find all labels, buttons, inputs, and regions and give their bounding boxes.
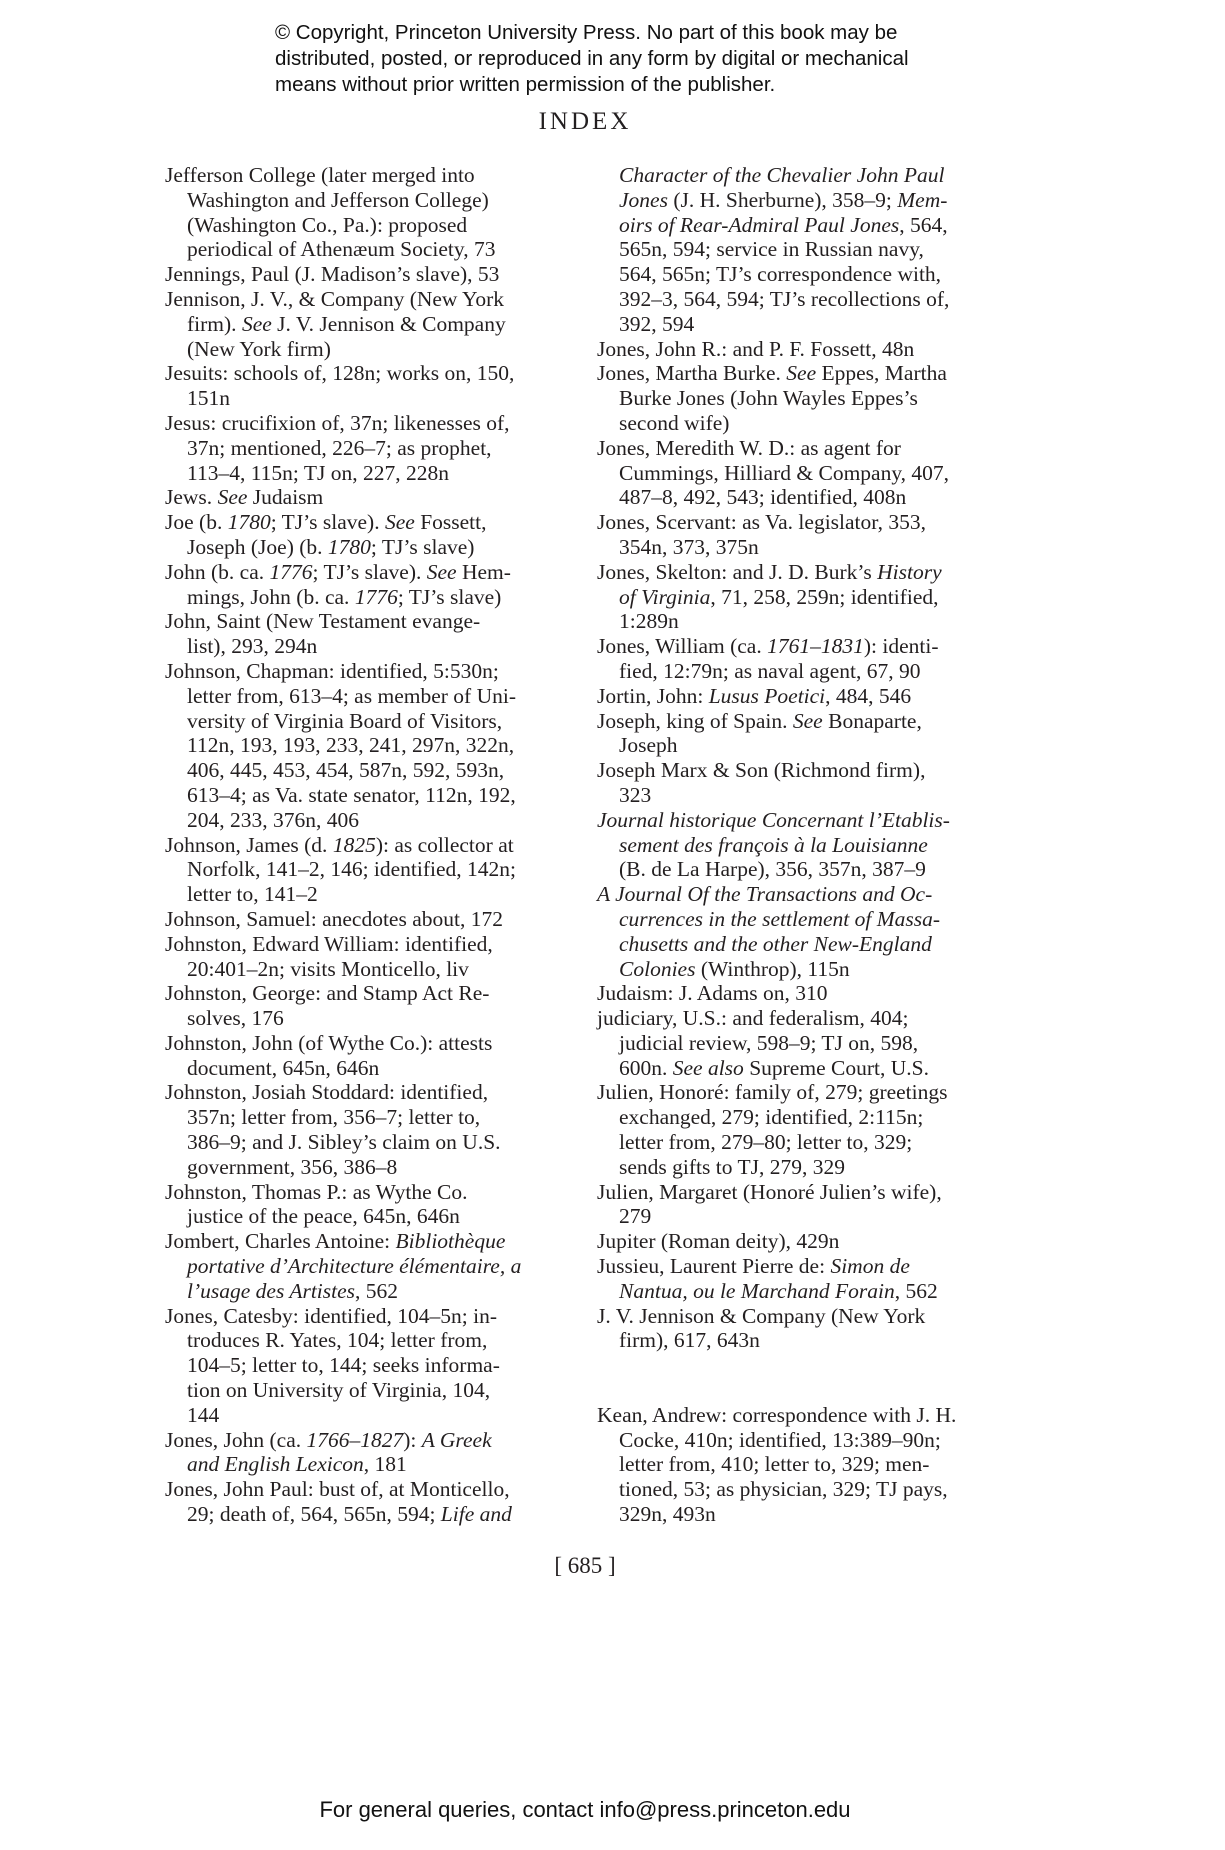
index-entry: Joseph Marx & Son (Richmond firm),: [597, 758, 926, 783]
copyright-line: distributed, posted, or reproduced in any form by digital or mechanical: [275, 47, 909, 70]
index-entry: Julien, Honoré: family of, 279; greetings: [597, 1080, 948, 1105]
index-entry-continuation: 204, 233, 376n, 406: [187, 807, 359, 832]
index-entry: Jesuits: schools of, 128n; works on, 150,: [165, 361, 515, 386]
index-entry-continuation: 386–9; and J. Sibley’s claim on U.S.: [187, 1130, 501, 1155]
index-entry-continuation: Norfolk, 141–2, 146; identified, 142n;: [187, 857, 517, 882]
index-entry: Johnson, James (d. 1825): as collector at: [165, 832, 514, 857]
footer-contact: For general queries, contact info@press.princeton.edu: [319, 1797, 851, 1822]
index-entry: J. V. Jennison & Company (New York: [597, 1303, 926, 1328]
index-entry-continuation: troduces R. Yates, 104; letter from,: [187, 1328, 488, 1353]
index-entry-continuation: oirs of Rear-Admiral Paul Jones, 564,: [619, 212, 948, 237]
index-entry-continuation: portative d’Architecture élémentaire, a: [187, 1254, 522, 1279]
index-entry: Jones, Catesby: identified, 104–5n; in-: [165, 1303, 498, 1328]
index-entry-continuation: firm), 617, 643n: [619, 1328, 760, 1353]
index-column-left: [165, 163, 585, 1527]
index-entry-continuation: Colonies (Winthrop), 115n: [619, 956, 850, 981]
index-entry-continuation: Cocke, 410n; identified, 13:389–90n;: [619, 1427, 941, 1452]
index-entry-continuation: list), 293, 294n: [187, 634, 318, 659]
index-entry: Jones, William (ca. 1761–1831): identi-: [597, 634, 939, 659]
index-entry: Jombert, Charles Antoine: Bibliothèque: [165, 1229, 506, 1254]
index-entry-continuation: and English Lexicon, 181: [187, 1452, 407, 1477]
index-entry-continuation: Nantua, ou le Marchand Forain, 562: [619, 1278, 938, 1303]
index-entry-continuation: 20:401–2n; visits Monticello, liv: [187, 956, 469, 981]
index-entry: Jews. See Judaism: [165, 485, 324, 510]
index-entry-continuation: Joseph (Joe) (b. 1780; TJ’s slave): [187, 534, 475, 559]
index-entry-continuation: periodical of Athenæum Society, 73: [187, 237, 496, 262]
index-entry: Jefferson College (later merged into: [165, 163, 475, 187]
index-entry: Judaism: J. Adams on, 310: [597, 981, 828, 1006]
index-entry-continuation: judicial review, 598–9; TJ on, 598,: [619, 1030, 919, 1055]
index-entry-continuation: 600n. See also Supreme Court, U.S.: [619, 1055, 929, 1080]
index-entry: Johnston, George: and Stamp Act Re-: [165, 981, 490, 1006]
index-entry-continuation: 392, 594: [619, 311, 695, 336]
index-entry-continuation: government, 356, 386–8: [187, 1154, 398, 1179]
index-entry-continuation: 37n; mentioned, 226–7; as prophet,: [187, 435, 492, 460]
index-entry: Jones, John Paul: bust of, at Monticello,: [165, 1477, 510, 1502]
copyright-line: © Copyright, Princeton University Press. No part of this book may be: [275, 21, 898, 44]
index-entry-continuation: 357n; letter from, 356–7; letter to,: [187, 1105, 481, 1130]
index-entry-continuation: (New York firm): [187, 336, 331, 361]
index-entry: Jennings, Paul (J. Madison’s slave), 53: [165, 262, 500, 287]
copyright-notice: [275, 20, 1075, 98]
index-entry-continuation: l’usage des Artistes, 562: [187, 1278, 399, 1303]
index-entry: Jones, Martha Burke. See Eppes, Martha: [597, 361, 947, 386]
index-entry: Jortin, John: Lusus Poetici, 484, 546: [597, 683, 912, 708]
index-entry-continuation: letter from, 410; letter to, 329; men-: [619, 1452, 930, 1477]
index-entry-continuation: Burke Jones (John Wayles Eppes’s: [619, 386, 918, 411]
index-entry-continuation: fied, 12:79n; as naval agent, 67, 90: [619, 658, 921, 683]
index-entry-continuation: tioned, 53; as physician, 329; TJ pays,: [619, 1477, 948, 1502]
index-entry-continuation: currences in the settlement of Massa-: [619, 906, 941, 931]
index-entry-continuation: 354n, 373, 375n: [619, 534, 759, 559]
index-entry-continuation: Character of the Chevalier John Paul: [619, 163, 945, 187]
index-entry-continuation: second wife): [619, 410, 730, 435]
index-entry: Jussieu, Laurent Pierre de: Simon de: [597, 1254, 910, 1279]
index-entry: Jupiter (Roman deity), 429n: [597, 1229, 840, 1254]
index-entry-continuation: 564, 565n; TJ’s correspondence with,: [619, 262, 942, 287]
index-entry-continuation: Washington and Jefferson College): [187, 187, 489, 212]
index-entry-continuation: 329n, 493n: [619, 1502, 716, 1527]
index-entry: John, Saint (New Testament evange-: [165, 609, 481, 634]
index-entry-continuation: tion on University of Virginia, 104,: [187, 1378, 491, 1403]
index-entry-continuation: sement des françois à la Louisianne: [619, 832, 928, 857]
index-entry: judiciary, U.S.: and federalism, 404;: [597, 1006, 909, 1031]
page-number: [ 685 ]: [554, 1553, 616, 1578]
index-entry-continuation: Joseph: [619, 733, 678, 758]
index-entry: Jennison, J. V., & Company (New York: [165, 286, 505, 311]
index-entry: John (b. ca. 1776; TJ’s slave). See Hem-: [165, 559, 511, 584]
index-entry-continuation: 112n, 193, 193, 233, 241, 297n, 322n,: [187, 733, 515, 758]
index-entry-continuation: 151n: [187, 386, 230, 411]
index-entry: Kean, Andrew: correspondence with J. H.: [597, 1402, 957, 1427]
index-entry: Jones, John (ca. 1766–1827): A Greek: [165, 1427, 492, 1452]
index-entry: Julien, Margaret (Honoré Julien’s wife),: [597, 1179, 942, 1204]
page-title: INDEX: [538, 108, 632, 135]
index-entry-continuation: firm). See J. V. Jennison & Company: [187, 311, 506, 336]
index-entry-continuation: 392–3, 564, 594; TJ’s recollections of,: [619, 286, 950, 311]
index-entry-continuation: exchanged, 279; identified, 2:115n;: [619, 1105, 924, 1130]
index-entry-continuation: 487–8, 492, 543; identified, 408n: [619, 485, 907, 510]
index-entry-continuation: mings, John (b. ca. 1776; TJ’s slave): [187, 584, 502, 609]
index-entry-continuation: Cummings, Hilliard & Company, 407,: [619, 460, 950, 485]
index-entry-continuation: 406, 445, 453, 454, 587n, 592, 593n,: [187, 758, 505, 783]
index-entry: Johnston, Thomas P.: as Wythe Co.: [165, 1179, 468, 1204]
index-entry-continuation: sends gifts to TJ, 279, 329: [619, 1154, 845, 1179]
index-entry-continuation: letter from, 279–80; letter to, 329;: [619, 1130, 913, 1155]
index-entry: Johnson, Samuel: anecdotes about, 172: [165, 906, 503, 931]
index-entry: Jones, Skelton: and J. D. Burk’s History: [597, 559, 942, 584]
index-entry-continuation: (B. de La Harpe), 356, 357n, 387–9: [619, 857, 926, 882]
index-entry-continuation: 113–4, 115n; TJ on, 227, 228n: [187, 460, 449, 485]
index-entry-continuation: 323: [619, 782, 652, 807]
index-entry-continuation: letter to, 141–2: [187, 882, 318, 907]
index-entry: Johnston, Josiah Stoddard: identified,: [165, 1080, 489, 1105]
index-entry: Joe (b. 1780; TJ’s slave). See Fossett,: [165, 510, 487, 535]
index-entry-continuation: versity of Virginia Board of Visitors,: [187, 708, 503, 733]
index-entry-continuation: 29; death of, 564, 565n, 594; Life and: [187, 1502, 512, 1527]
index-entry-continuation: 565n, 594; service in Russian navy,: [619, 237, 924, 262]
index-entry-continuation: 279: [619, 1204, 652, 1229]
index-entry-continuation: 1:289n: [619, 609, 679, 634]
index-entry-continuation: of Virginia, 71, 258, 259n; identified,: [619, 584, 939, 609]
index-entry-continuation: letter from, 613–4; as member of Uni-: [187, 683, 516, 708]
index-entry: A Journal Of the Transactions and Oc-: [597, 882, 933, 907]
index-column-right: [597, 163, 1022, 1527]
index-entry: Joseph, king of Spain. See Bonaparte,: [597, 708, 922, 733]
index-entry: Jesus: crucifixion of, 37n; likenesses of,: [165, 410, 510, 435]
index-entry: Johnston, John (of Wythe Co.): attests: [165, 1030, 493, 1055]
index-entry-continuation: 104–5; letter to, 144; seeks informa-: [187, 1353, 500, 1378]
index-entry: Jones, Scervant: as Va. legislator, 353,: [597, 510, 926, 535]
copyright-line: means without prior written permission of the publisher.: [275, 73, 776, 96]
index-entry: Journal historique Concernant l’Etablis-: [597, 807, 950, 832]
index-entry-continuation: solves, 176: [187, 1006, 284, 1031]
index-entry: Johnson, Chapman: identified, 5:530n;: [165, 658, 499, 683]
index-entry-continuation: Jones (J. H. Sherburne), 358–9; Mem-: [619, 187, 948, 212]
index-entry-continuation: document, 645n, 646n: [187, 1055, 380, 1080]
index-entry-continuation: (Washington Co., Pa.): proposed: [187, 212, 468, 237]
index-entry: Johnston, Edward William: identified,: [165, 931, 493, 956]
index-entry-continuation: justice of the peace, 645n, 646n: [187, 1204, 460, 1229]
section-gap: [597, 1353, 1022, 1403]
index-entry: Jones, Meredith W. D.: as agent for: [597, 435, 901, 460]
index-entry: Jones, John R.: and P. F. Fossett, 48n: [597, 336, 915, 361]
index-entry-continuation: 613–4; as Va. state senator, 112n, 192,: [187, 782, 516, 807]
index-entry-continuation: chusetts and the other New-England: [619, 931, 932, 956]
index-entry-continuation: 144: [187, 1402, 220, 1427]
